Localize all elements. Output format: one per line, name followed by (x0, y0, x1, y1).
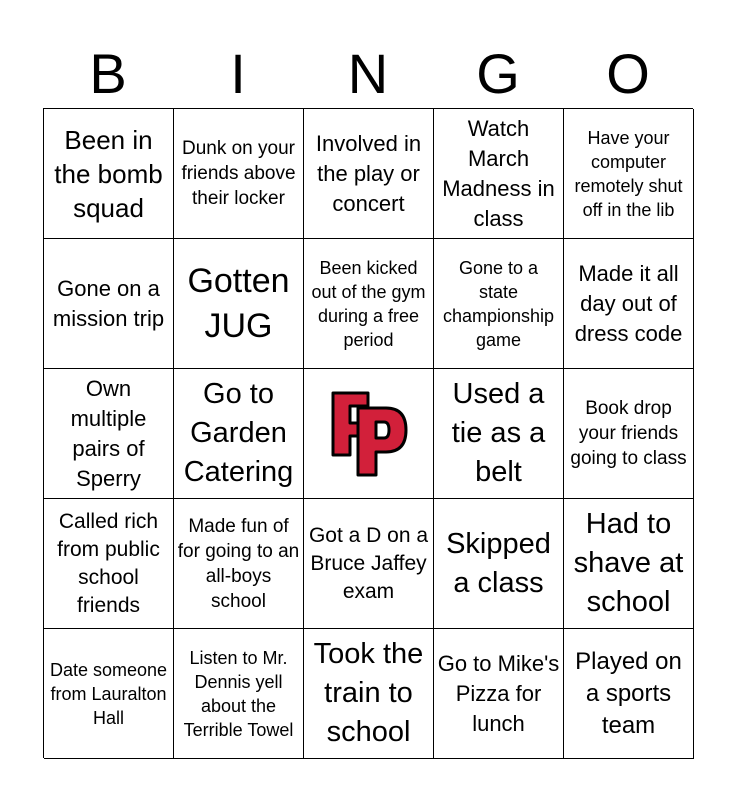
bingo-cell[interactable]: Have your computer remotely shut off in the lib (564, 109, 694, 239)
bingo-cell[interactable]: Date someone from Lauralton Hall (44, 629, 174, 759)
fp-logo-text: FP (368, 477, 370, 479)
bingo-cell[interactable]: Gotten JUG (174, 239, 304, 369)
bingo-cell[interactable]: Listen to Mr. Dennis yell about the Terrible Towel (174, 629, 304, 759)
bingo-cell[interactable]: Had to shave at school (564, 499, 694, 629)
header-letter-i: I (230, 42, 246, 105)
bingo-cell[interactable]: Book drop your friends going to class (564, 369, 694, 499)
fp-logo (328, 388, 410, 480)
bingo-cell[interactable]: Involved in the play or concert (304, 109, 434, 239)
bingo-cell[interactable]: Made it all day out of dress code (564, 239, 694, 369)
bingo-cell[interactable]: Used a tie as a belt (434, 369, 564, 499)
bingo-cell[interactable]: Own multiple pairs of Sperry (44, 369, 174, 499)
bingo-cell[interactable]: Go to Mike's Pizza for lunch (434, 629, 564, 759)
header-letter-b: B (89, 42, 127, 105)
bingo-cell[interactable]: Been kicked out of the gym during a free period (304, 239, 434, 369)
bingo-cell[interactable]: Gone on a mission trip (44, 239, 174, 369)
free-space-logo-cell[interactable] (304, 369, 434, 499)
header-letter-o: O (606, 42, 650, 105)
header-letter-n: N (347, 42, 389, 105)
bingo-cell[interactable]: Go to Garden Catering (174, 369, 304, 499)
bingo-board (43, 108, 693, 758)
bingo-cell[interactable]: Gone to a state championship game (434, 239, 564, 369)
bingo-cell[interactable]: Dunk on your friends above their locker (174, 109, 304, 239)
bingo-cell[interactable]: Watch March Madness in class (434, 109, 564, 239)
bingo-cell[interactable]: Made fun of for going to an all-boys school (174, 499, 304, 629)
bingo-cell[interactable]: Skipped a class (434, 499, 564, 629)
bingo-cell[interactable]: Played on a sports team (564, 629, 694, 759)
bingo-header (43, 40, 693, 108)
fp-logo-p (358, 408, 406, 475)
bingo-cell[interactable]: Called rich from public school friends (44, 499, 174, 629)
bingo-cell[interactable]: Got a D on a Bruce Jaffey exam (304, 499, 434, 629)
header-letter-g: G (476, 42, 520, 105)
bingo-cell[interactable]: Took the train to school (304, 629, 434, 759)
bingo-cell[interactable]: Been in the bomb squad (44, 109, 174, 239)
